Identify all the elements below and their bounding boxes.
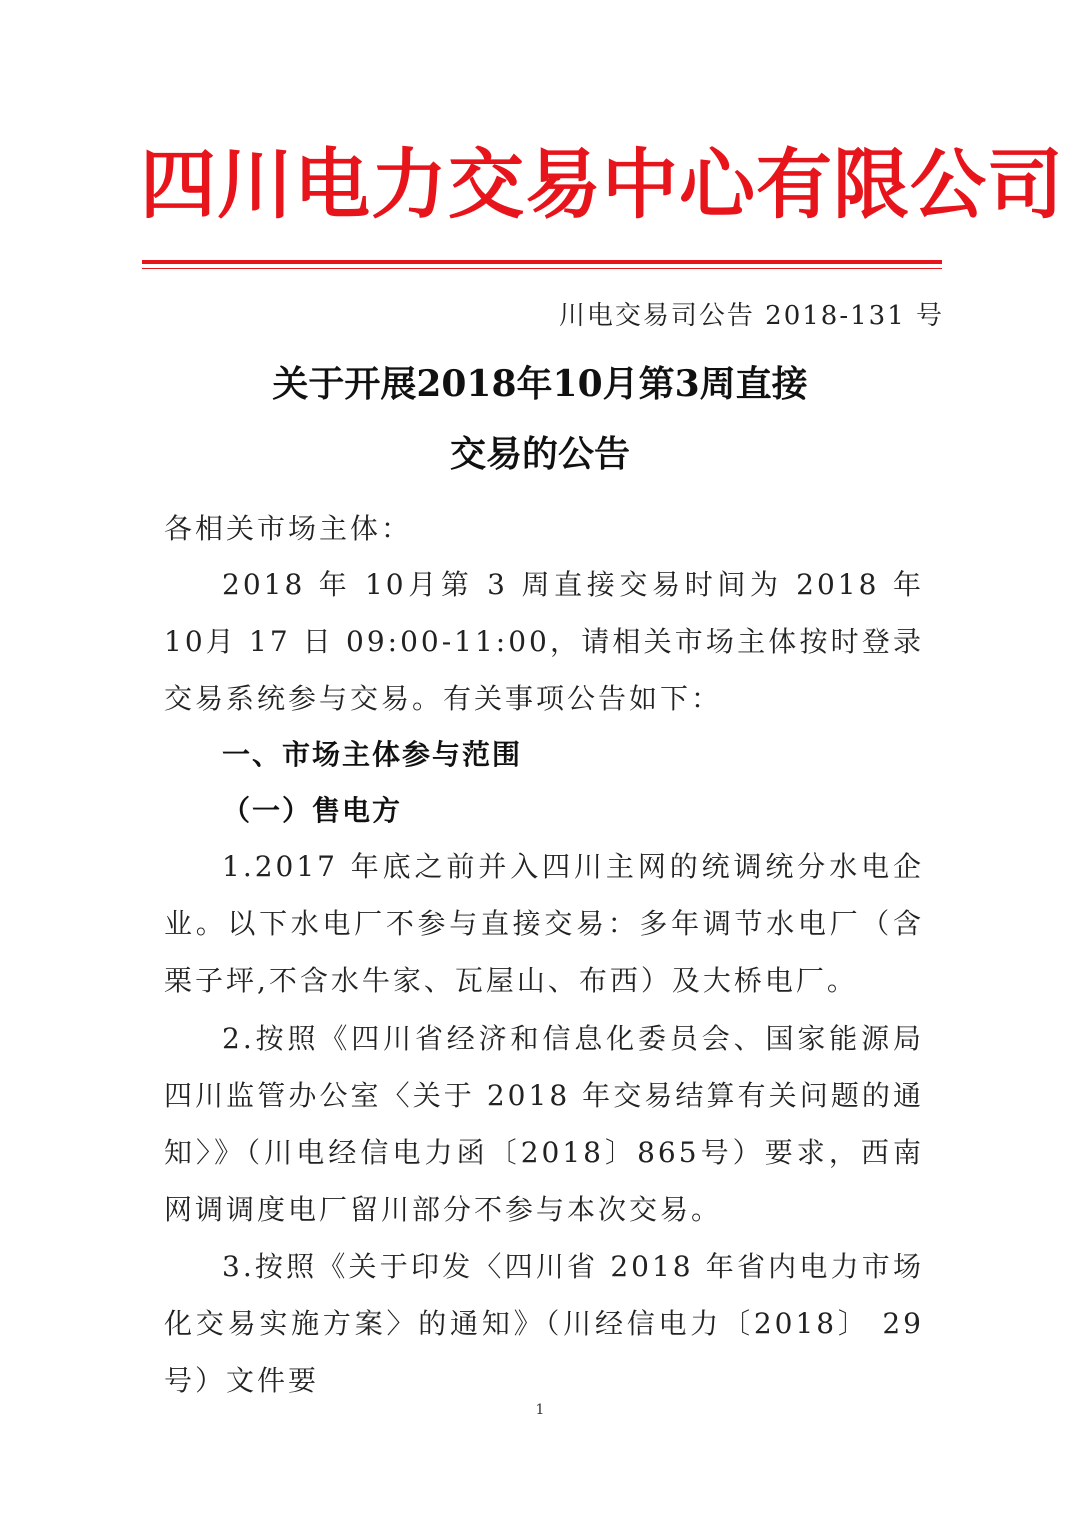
salutation: 各相关市场主体： — [164, 512, 413, 545]
list-item — [164, 838, 924, 1009]
intro-text: 2018 年 10月第 3 周直接交易时间为 2018 年 10月 17 日 09:00-11:00，请相关市场主体按时登录交易系统参与交易。有关事项公告如下： — [164, 568, 924, 715]
subsection-heading: （一）售电方 — [222, 794, 403, 827]
letterhead-divider-thick — [142, 260, 942, 264]
list-item-text-3: 3.按照《关于印发〈四川省 2018 年省内电力市场化交易实施方案〉的通知》（川经信电力〔2018〕 29 号）文件要 — [164, 1250, 924, 1397]
document-title-line-1: 关于开展2018年10月第3周直接 — [272, 363, 808, 405]
organization-letterhead: 四川电力交易中心有限公司 — [140, 140, 1064, 229]
document-title-line-2: 交易的公告 — [449, 433, 630, 475]
section-heading: 一、市场主体参与范围 — [222, 738, 523, 771]
letterhead-divider-thin — [142, 268, 942, 269]
intro-paragraph — [164, 556, 924, 727]
document-number: 川电交易司公告 2018-131 号 — [558, 301, 944, 331]
page-number: 1 — [535, 1402, 545, 1418]
list-item — [164, 1010, 924, 1238]
list-item — [164, 1238, 924, 1409]
list-item-text-1: 1.2017 年底之前并入四川主网的统调统分水电企业。以下水电厂不参与直接交易：多年调节水电厂（含栗子坪,不含水牛家、瓦屋山、布西）及大桥电厂。 — [164, 850, 924, 997]
list-item-text-2: 2.按照《四川省经济和信息化委员会、国家能源局四川监管办公室〈关于 2018 年交易结算有关问题的通知〉》（川电经信电力函〔2018〕865号）要求，西南网调调度电厂留川部分不参与本次交易。 — [164, 1022, 924, 1226]
